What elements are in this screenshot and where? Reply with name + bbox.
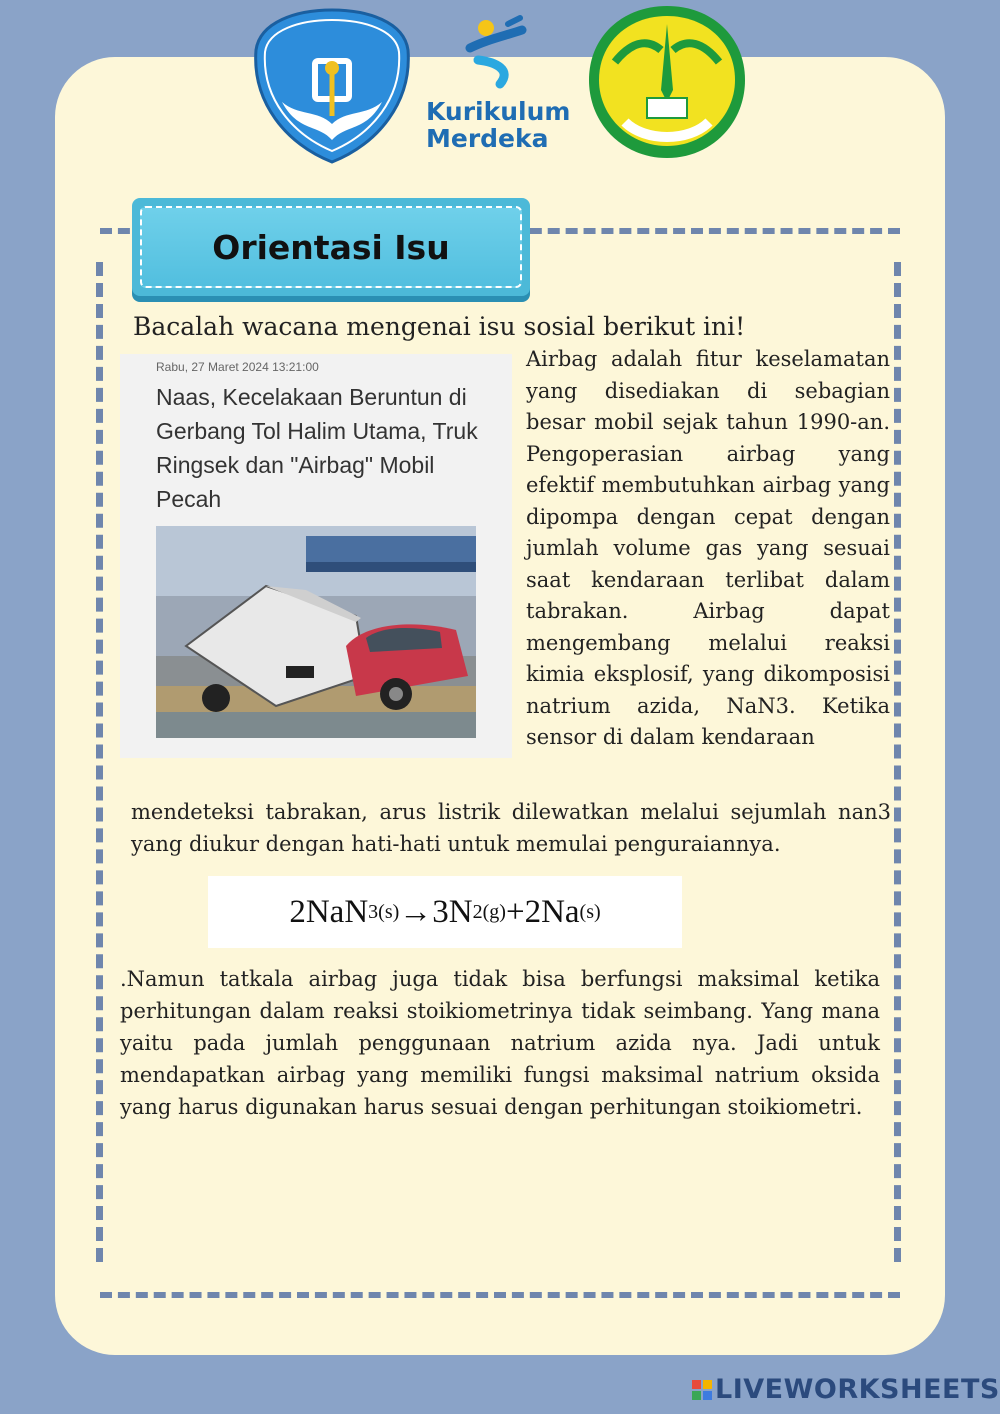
liveworksheets-logo-icon — [692, 1380, 712, 1400]
news-screenshot — [120, 354, 512, 758]
tut-wuri-handayani-logo — [248, 6, 416, 166]
dashed-border-bottom — [100, 1292, 900, 1298]
eq-arrow: → — [399, 893, 433, 930]
chemical-equation — [208, 876, 682, 948]
watermark-text: LIVEWORKSHEETS — [715, 1374, 1000, 1405]
news-headline: Naas, Kecelakaan Beruntun di Gerbang Tol Halim Utama, Truk Ringsek dan "Airbag" Mobil Pecah — [156, 384, 478, 512]
instruction-text: Bacalah wacana mengenai isu sosial berikut ini! — [133, 312, 746, 341]
universitas-riau-logo — [585, 2, 749, 162]
title-ribbon — [132, 198, 530, 296]
eq-product-2-sub: (s) — [579, 900, 601, 923]
merdeka-text: Merdeka — [426, 124, 549, 153]
kurikulum-merdeka-logo — [426, 14, 586, 154]
dashed-border-right — [894, 262, 901, 1262]
title-inner-frame — [140, 206, 522, 288]
accident-photo — [156, 526, 476, 738]
eq-reactant-sub: 3(s) — [368, 900, 400, 923]
liveworksheets-watermark — [692, 1374, 1000, 1405]
dashed-border-left — [96, 262, 103, 1262]
section-title: Orientasi Isu — [212, 227, 450, 267]
news-date: Rabu, 27 Maret 2024 13:21:00 — [156, 360, 319, 374]
paragraph-3: .Namun tatkala airbag juga tidak bisa berfungsi maksimal ketika perhitungan dalam reaksi stoikiometrinya tidak seimbang. Yang mana yaitu pada jumlah penggunaan natrium azida nya. Jadi untuk mendapatkan airbag yang memiliki fungsi maksimal natrium oksida yang harus digunakan harus sesuai dengan perhitungan stoikiometri. — [120, 967, 880, 1119]
paragraph-2: mendeteksi tabrakan, arus listrik dilewatkan melalui sejumlah nan3 yang diukur dengan hati-hati untuk memulai penguraiannya. — [131, 800, 891, 856]
paragraph-1: Airbag adalah fitur keselamatan yang disediakan di sebagian besar mobil sejak tahun 1990-an. Pengoperasian airbag yang efektif membutuhkan airbag yang dipompa dengan cepat dengan jumlah volume gas yang sesuai saat kendaraan terlibat dalam tabrakan. Airbag dapat mengembang melalui reaksi kimia eksplosif, yang dikomposisi natrium azida, NaN3. Ketika sensor di dalam kendaraan — [526, 347, 890, 749]
eq-product-1-sub: 2(g) — [472, 900, 506, 923]
eq-product-1: 3N — [432, 893, 473, 930]
eq-reactant: 2NaN — [289, 893, 369, 930]
eq-plus: + — [505, 893, 525, 930]
eq-product-2: 2Na — [524, 893, 580, 930]
kurikulum-text: Kurikulum — [426, 97, 571, 126]
